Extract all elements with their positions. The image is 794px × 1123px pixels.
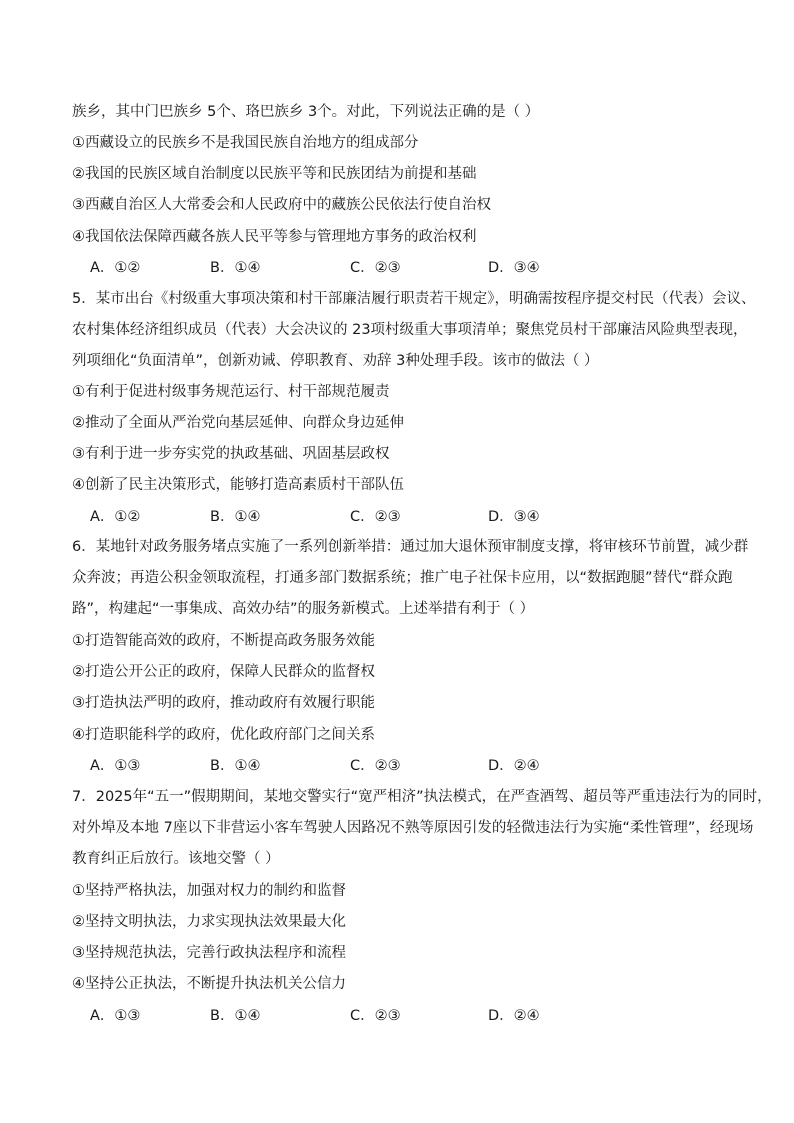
q7-stem-line-1: 7．2025年“五一”假期期间，某地交警实行“宽严相济”执法模式，在严查酒驾、超员等严重违法行为的同时， [72,789,772,805]
q5-statement-1: ①有利于促进村级事务规范运行、村干部规范履责 [72,384,390,400]
q7-statement-4: ④坚持公正执法，不断提升执法机关公信力 [72,976,346,992]
q6-statement-3: ③打造执法严明的政府，推动政府有效履行职能 [72,695,375,711]
q6-statement-4: ④打造职能科学的政府，优化政府部门之间关系 [72,727,375,743]
q6-stem-line-2: 众奔波；再造公积金领取流程，打通多部门数据系统；推广电子社保卡应用，以“数据跑腿”替代“群众跑 [72,570,733,586]
q6-option-c[interactable]: C．②③ [350,758,401,774]
q7-option-b[interactable]: B．①④ [210,1008,261,1024]
q4-statement-4: ④我国依法保障西藏各族人民平等参与管理地方事务的政治权利 [72,229,477,245]
q5-option-b[interactable]: B．①④ [210,509,261,525]
q5-option-c[interactable]: C．②③ [350,509,401,525]
q7-stem-line-3: 教育纠正后放行。该地交警（ ） [72,851,280,867]
q6-option-d[interactable]: D．②④ [488,758,540,774]
q5-option-d[interactable]: D．③④ [488,509,540,525]
q5-options [90,507,690,527]
q7-options [90,1006,690,1026]
q4-option-a[interactable]: A．①② [90,260,141,276]
q4-statement-3: ③西藏自治区人大常委会和人民政府中的藏族公民依法行使自治权 [72,197,491,213]
q5-statement-2: ②推动了全面从严治党向基层延伸、向群众身边延伸 [72,415,404,431]
q6-option-b[interactable]: B．①④ [210,758,261,774]
q7-option-a[interactable]: A．①③ [90,1008,141,1024]
q7-statement-1: ①坚持严格执法，加强对权力的制约和监督 [72,883,346,899]
q4-statement-2: ②我国的民族区域自治制度以民族平等和民族团结为前提和基础 [72,166,477,182]
q4-options [90,258,690,278]
q6-stem-line-1: 6．某地针对政务服务堵点实施了一系列创新举措：通过加大退休预审制度支撑，将审核环节前置，减少群 [72,539,749,555]
q5-option-a[interactable]: A．①② [90,509,141,525]
q6-statement-2: ②打造公开公正的政府，保障人民群众的监督权 [72,664,375,680]
q7-statement-3: ③坚持规范执法，完善行政执法程序和流程 [72,945,346,961]
q6-option-a[interactable]: A．①③ [90,758,141,774]
q4-stem-tail: 族乡，其中门巴族乡 5个、珞巴族乡 3个。对此，下列说法正确的是（ ） [72,104,540,120]
q6-stem-line-3: 路”，构建起“一事集成、高效办结”的服务新模式。上述举措有利于（ ） [72,601,535,617]
q4-statement-1: ①西藏设立的民族乡不是我国民族自治地方的组成部分 [72,135,419,151]
q4-option-b[interactable]: B．①④ [210,260,261,276]
q6-options [90,756,690,776]
q6-statement-1: ①打造智能高效的政府，不断提高政务服务效能 [72,633,375,649]
q5-statement-4: ④创新了民主决策形式，能够打造高素质村干部队伍 [72,477,404,493]
q5-stem-line-3: 列项细化“负面清单”，创新劝诫、停职教育、劝辞 3种处理手段。该市的做法（ ） [72,353,599,369]
q5-stem-line-2: 农村集体经济组织成员（代表）大会决议的 23项村级重大事项清单；聚焦党员村干部廉洁风险典型表现， [72,322,748,338]
q7-stem-line-2: 对外埠及本地 7座以下非营运小客车驾驶人因路况不熟等原因引发的轻微违法行为实施“柔性管理”，经现场 [72,820,754,836]
q7-option-c[interactable]: C．②③ [350,1008,401,1024]
q5-stem-line-1: 5．某市出台《村级重大事项决策和村干部廉洁履行职责若干规定》，明确需按程序提交村民（代表）会议、 [72,291,756,307]
q5-statement-3: ③有利于进一步夯实党的执政基础、巩固基层政权 [72,446,390,462]
q4-option-c[interactable]: C．②③ [350,260,401,276]
q4-option-d[interactable]: D．③④ [488,260,540,276]
q7-option-d[interactable]: D．②④ [488,1008,540,1024]
q7-statement-2: ②坚持文明执法，力求实现执法效果最大化 [72,914,346,930]
